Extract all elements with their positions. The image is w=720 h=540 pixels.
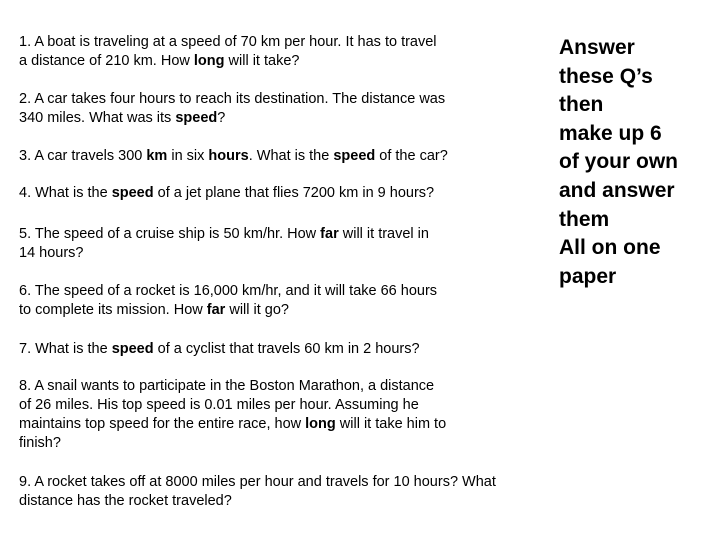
instruction-line: make up 6 (559, 121, 662, 145)
keyword: long (193, 53, 225, 69)
keyword: far (206, 302, 226, 318)
question-text: 3. A car travels 300 (19, 148, 147, 164)
question-text: 340 miles. What was its (19, 110, 176, 126)
question-4 (19, 184, 434, 203)
question-line (19, 225, 429, 244)
question-9 (19, 473, 496, 511)
question-text: ? (217, 110, 226, 126)
question-line (19, 90, 445, 109)
question-text: will it take? (224, 53, 300, 69)
instruction-line: and answer (559, 178, 675, 202)
question-line (19, 52, 437, 71)
question-line (19, 492, 496, 511)
question-line (19, 184, 434, 203)
question-text: of a jet plane that flies 7200 km in 9 hours? (153, 185, 435, 201)
question-6 (19, 282, 437, 320)
question-text: 4. What is the (19, 185, 112, 201)
question-text: will it take him to (335, 416, 447, 432)
question-7 (19, 340, 420, 359)
question-line (19, 301, 437, 320)
question-text: 14 hours? (19, 245, 84, 261)
question-line (19, 415, 446, 434)
keyword: long (305, 416, 336, 432)
question-text: 9. A rocket takes off at 8000 miles per hour and travels for 10 hours? What (19, 474, 496, 490)
question-line (19, 244, 429, 263)
question-3 (19, 147, 448, 166)
question-text: of 26 miles. His top speed is 0.01 miles per hour. Assuming he (19, 397, 419, 413)
instruction-line: then (559, 93, 604, 117)
question-line (19, 282, 437, 301)
question-line (19, 434, 446, 453)
instruction-line: of your own (559, 150, 678, 174)
question-text: 1. A boat is traveling at a speed of 70 km per hour. It has to travel (19, 34, 437, 50)
question-text: 5. The speed of a cruise ship is 50 km/hr. How (19, 226, 321, 242)
keyword: speed (111, 185, 154, 201)
keyword: speed (111, 341, 154, 357)
question-text: distance has the rocket traveled? (19, 493, 232, 509)
question-line (19, 147, 448, 166)
question-8 (19, 377, 446, 453)
question-text: will it travel in (338, 226, 429, 242)
question-5 (19, 225, 429, 263)
question-line (19, 33, 437, 52)
keyword: hours (208, 148, 249, 164)
question-text: 7. What is the (19, 341, 112, 357)
question-text: a distance of 210 km. How (19, 53, 194, 69)
question-2 (19, 90, 445, 128)
question-line (19, 377, 446, 396)
instruction-line: them (559, 207, 610, 231)
question-line (19, 109, 445, 128)
instruction-line: All on one (559, 236, 661, 260)
question-text: 6. The speed of a rocket is 16,000 km/hr, and it will take 66 hours (19, 283, 438, 299)
question-text: will it go? (225, 302, 289, 318)
keyword: speed (175, 110, 218, 126)
question-text: 2. A car takes four hours to reach its destination. The distance was (19, 91, 446, 107)
question-line (19, 340, 420, 359)
question-line (19, 396, 446, 415)
question-text: maintains top speed for the entire race, how (19, 416, 306, 432)
keyword: km (146, 148, 168, 164)
instruction-line: these Q’s (559, 64, 653, 88)
question-text: . What is the (248, 148, 334, 164)
instruction-line: paper (559, 264, 617, 288)
question-text: 8. A snail wants to participate in the Boston Marathon, a distance (19, 378, 435, 394)
question-text: to complete its mission. How (19, 302, 207, 318)
question-line (19, 473, 496, 492)
instructions-note (559, 34, 719, 291)
question-text: of the car? (375, 148, 448, 164)
question-text: of a cyclist that travels 60 km in 2 hours? (153, 341, 420, 357)
keyword: far (320, 226, 339, 242)
question-text: in six (167, 148, 209, 164)
question-text: finish? (19, 435, 61, 451)
instruction-line: Answer (559, 36, 635, 59)
keyword: speed (333, 148, 376, 164)
question-1 (19, 33, 437, 71)
